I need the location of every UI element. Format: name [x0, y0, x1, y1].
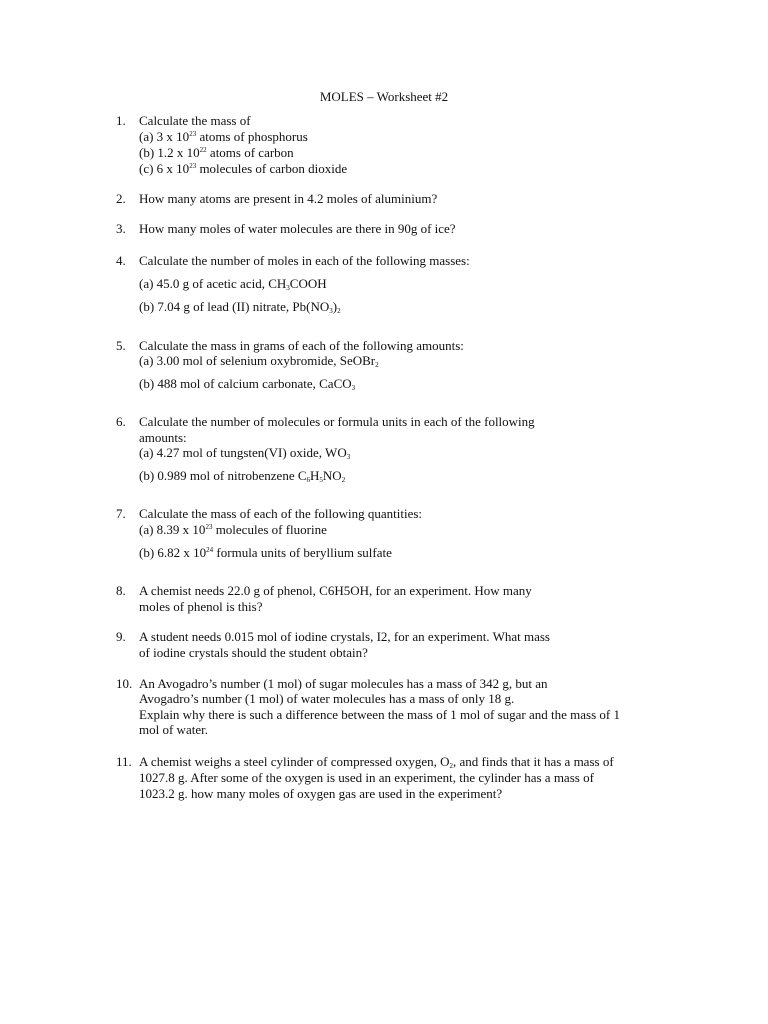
question-line: moles of phenol is this?	[139, 599, 263, 614]
question-line: of iodine crystals should the student obtain?	[139, 645, 368, 660]
question-number: 10.	[116, 676, 133, 691]
question-stem: Calculate the number of moles in each of the following masses:	[139, 253, 470, 268]
part-b: (b) 488 mol of calcium carbonate, CaCO$_3$	[139, 376, 356, 392]
part-b: (b) 7.04 g of lead (II) nitrate, $Pb(NO_3)_2$	[139, 299, 341, 315]
question-number: 1.	[116, 113, 126, 128]
part-a: (a) 4.27 mol of tungsten(VI) oxide, $WO_3$	[139, 445, 351, 461]
question-line: 1023.2 g. how many moles of oxygen gas are used in the experiment?	[139, 786, 503, 801]
question-line: A chemist weighs a steel cylinder of compressed oxygen, $O_2$, and finds that it has a mass of	[139, 754, 614, 770]
question-line: A student needs 0.015 mol of iodine crystals, I2, for an experiment. What mass	[139, 629, 550, 644]
question-stem: Calculate the mass of	[139, 113, 251, 128]
part-c: (c) 6 x $10^{23}$ molecules of carbon dioxide	[139, 161, 348, 176]
part-b: (b) 1.2 x $10^{22}$ atoms of carbon	[139, 145, 294, 160]
question-text: How many moles of water molecules are there in 90g of ice?	[139, 221, 456, 236]
question-line: A chemist needs 22.0 g of phenol, C6H5OH, for an experiment. How many	[139, 583, 532, 598]
question-number: 4.	[116, 253, 126, 268]
question-number: 7.	[116, 506, 126, 521]
question-line: mol of water.	[139, 722, 208, 737]
question-number: 8.	[116, 583, 126, 598]
part-a: (a) 3.00 mol of selenium oxybromide, SeOBr$_2$	[139, 353, 379, 369]
part-b: (b) 6.82 x $10^{24}$ formula units of beryllium sulfate	[139, 545, 392, 560]
question-line: Avogadro’s number (1 mol) of water molecules has a mass of only 18 g.	[139, 691, 515, 706]
question-stem: Calculate the mass of each of the following quantities:	[139, 506, 423, 521]
worksheet-title: MOLES – Worksheet #2	[319, 89, 449, 104]
question-text: How many atoms are present in 4.2 moles of aluminium?	[139, 191, 438, 206]
question-stem: Calculate the mass in grams of each of the following amounts:	[139, 338, 464, 353]
part-a: (a) 8.39 x $10^{23}$ molecules of fluorine	[139, 522, 327, 537]
question-number: 6.	[116, 414, 126, 429]
question-stem-continued: amounts:	[139, 430, 187, 445]
question-stem: Calculate the number of molecules or formula units in each of the following	[139, 414, 535, 429]
question-number: 2.	[116, 191, 126, 206]
question-line: Explain why there is such a difference between the mass of 1 mol of sugar and the mass of 1	[139, 707, 620, 722]
part-a: (a) 45.0 g of acetic acid, $CH_3COOH$	[139, 276, 327, 292]
question-line: An Avogadro’s number (1 mol) of sugar molecules has a mass of 342 g, but an	[139, 676, 548, 691]
part-b: (b) 0.989 mol of nitrobenzene $C_6H_5NO_2$	[139, 468, 346, 484]
question-number: 5.	[116, 338, 126, 353]
question-number: 3.	[116, 221, 126, 236]
question-line: 1027.8 g. After some of the oxygen is used in an experiment, the cylinder has a mass of	[139, 770, 594, 785]
question-number: 9.	[116, 629, 126, 644]
question-number: 11.	[116, 754, 132, 769]
part-a: (a) 3 x $10^{23}$ atoms of phosphorus	[139, 129, 308, 144]
